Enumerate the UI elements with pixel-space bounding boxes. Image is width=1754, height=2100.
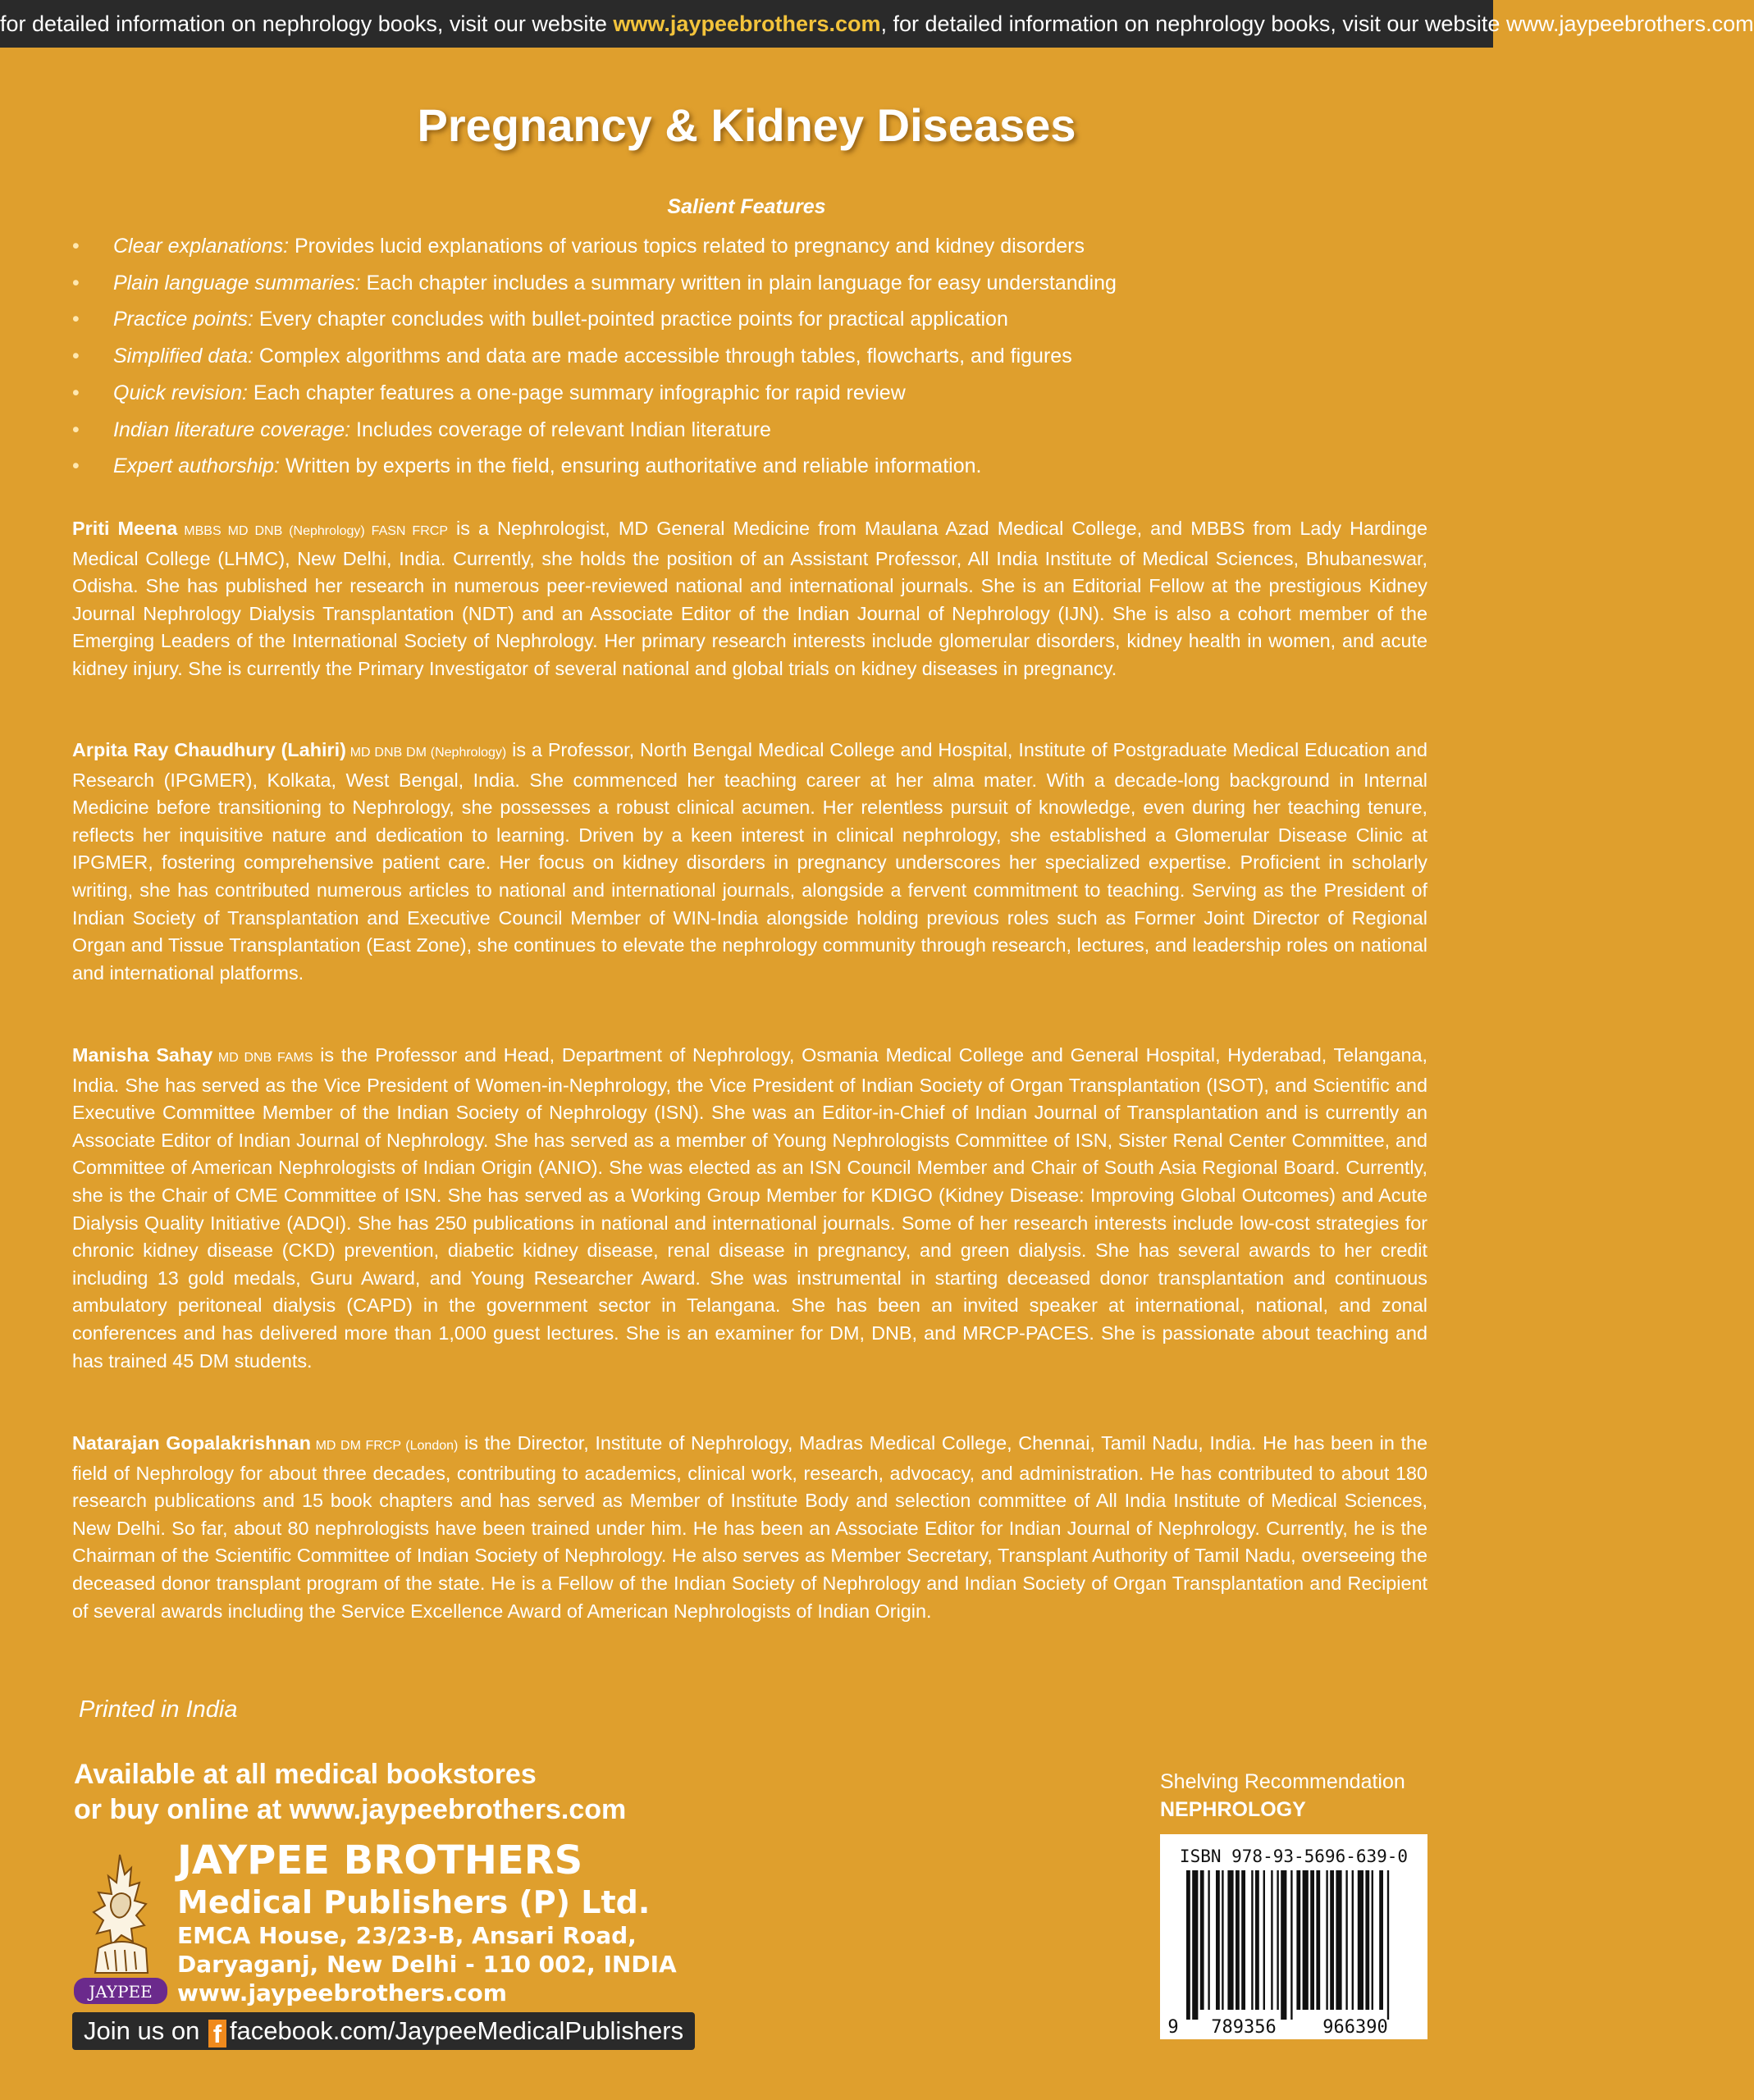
book-title: Pregnancy & Kidney Diseases [417, 99, 1076, 151]
feature-text: Each chapter features a one-page summary infographic for rapid review [247, 381, 906, 404]
barcode-bar [1326, 1870, 1327, 2010]
printed-in-india: Printed in India [79, 1696, 238, 1723]
publisher-block [177, 1838, 677, 2007]
barcode-digits-left: 789356 [1211, 2017, 1277, 2038]
barcode-bar [1200, 1870, 1204, 2010]
feature-item [72, 228, 1426, 265]
barcode-bar [1251, 1870, 1253, 2010]
author-name: Priti Meena [72, 518, 178, 539]
barcode-bar [1241, 1870, 1245, 2010]
barcode-graphic [1160, 1834, 1427, 2039]
barcode-bar [1310, 1870, 1314, 2010]
barcode-bar [1379, 1870, 1383, 2010]
barcode-bar [1227, 1870, 1233, 2010]
logo-label: JAYPEE [89, 1982, 153, 2002]
barcode-digits-right: 966390 [1322, 2017, 1388, 2038]
barcode-bar [1358, 1870, 1363, 2010]
feature-lead: Plain language summaries: [113, 271, 361, 294]
author-bio-text: is the Professor and Head, Department of Nephrology, Osmania Medical College and General Hospital, Hyderabad, Telangana, India. She has served as the Vice President of Women-in-Nephrology, the Vice President of Indian Society of Organ Transplantation (ISOT), and Scientific and Executive Committee Member of the Indian Society of Nephrology (ISN). She was an Editor-in-Chief of Indian Journal of Transplantation and is currently an Associate Editor of Indian Journal of Nephrology. She has served as a member of Young Nephrologists Committee of ISN, Sister Renal Center Committee, and Committee of American Nephrologists of Indian Origin (ANIO). She was elected as an ISN Council Member and Chair of South Asia Regional Board. Currently, she is the Chair of CME Committee of ISN. She has served as a Working Group Member for KDIGO (Kidney Disease: Improving Global Outcomes) and Acute Dialysis Quality Initiative (ADQI). She has 250 publications in national and international journals. Some of her research interests include low-cost strategies for chronic kidney disease (CKD) prevention, diabetic kidney disease, renal disease in pregnancy, and green dialysis. She has several awards to her credit including 13 gold medals, Guru Award, and Young Researcher Award. She was instrumental in starting deceased donor transplantation and continuous ambulatory peritoneal dialysis (CAPD) in the government sector in Telangana. She has been an invited speaker at international, national, and zonal conferences and has delivered more than 1,000 guest lectures. She is an examiner for DM, DNB, and MRCP-PACES. She is passionate about teaching and has trained 45 DM students. [72, 1044, 1427, 1372]
facebook-join-bar[interactable] [72, 2012, 695, 2050]
bullet-icon: • [72, 271, 80, 294]
bullet-icon: • [72, 345, 80, 368]
top-banner [0, 0, 1754, 48]
feature-item [72, 265, 1426, 302]
author-name: Manisha Sahay [72, 1044, 213, 1066]
banner-url-link[interactable]: www.jaypeebrothers.com [613, 11, 881, 36]
barcode-bar [1192, 1870, 1198, 2020]
bullet-icon: • [72, 235, 80, 258]
barcode-bar [1236, 1870, 1240, 2010]
publisher-logo [72, 1850, 171, 2006]
feature-item [72, 338, 1426, 375]
barcode-bar [1296, 1870, 1300, 2010]
author-credentials: MBBS MD DNB (Nephrology) FASN FRCP [177, 524, 448, 538]
barcode-bar [1271, 1870, 1272, 2010]
feature-item [72, 375, 1426, 412]
author-bio-text: is a Professor, North Bengal Medical College and Hospital, Institute of Postgraduate Medical Education and Research (IPGMER), Kolkata, West Bengal, India. She commenced her teaching career at her alma mater. With a decade-long background in Internal Medicine before transitioning to Nephrology, she possesses a robust clinical acumen. Her relentless pursuit of knowledge, even during her teaching tenure, reflects her inquisitive nature and dedication to learning. Driven by a keen interest in clinical nephrology, she established a Glomerular Disease Clinic at IPGMER, fostering comprehensive patient care. Her focus on kidney disorders in pregnancy underscores her specialized expertise. Proficient in scholarly writing, she has contributed numerous articles to national and international journals, alongside a fervent commitment to teaching. Serving as the President of Indian Society of Transplantation and Executive Council Member of WIN-India alongside holding previous roles such as Former Joint Director of Regional Organ and Tissue Transplantation (East Zone), she continues to elevate the nephrology community through research, lectures, and leadership roles on national and international platforms. [72, 739, 1427, 984]
banner-text-post: , for detailed information on nephrology books, visit our website www.jaypeebrothers.com [880, 11, 1754, 36]
barcode-digit-first: 9 [1167, 2017, 1179, 2038]
author-credentials: MD DNB FAMS [212, 1051, 313, 1065]
shelving-subject: NEPHROLOGY [1160, 1798, 1306, 1821]
isbn-barcode [1160, 1834, 1427, 2039]
feature-text: Each chapter includes a summary written in plain language for easy understanding [360, 271, 1117, 294]
banner-text-pre: for detailed information on nephrology books, visit our website [0, 11, 614, 36]
salient-features-heading: Salient Features [667, 195, 826, 218]
bullet-icon: • [72, 308, 80, 331]
author-bio-arpita-ray-chaudhury [72, 737, 1427, 987]
facebook-url-link[interactable]: facebook.com/JaypeeMedicalPublishers [229, 2016, 684, 2045]
publisher-name: JAYPEE BROTHERS [177, 1838, 583, 1883]
author-bio-text: is a Nephrologist, MD General Medicine from Maulana Azad Medical College, and MBBS from Lady Hardinge Medical College (LHMC), New Delhi, India. Currently, she holds the position of an Assistant Professor, All India Institute of Medical Sciences, Bhubaneswar, Odisha. She has published her research in numerous peer-reviewed national and international journals. She is an Editorial Fellow at the prestigious Kidney Journal Nephrology Dialysis Transplantation (NDT) and an Associate Editor of the Indian Journal of Nephrology (IJN). She is also a cohort member of the Emerging Leaders of the International Society of Nephrology. Her primary research interests include glomerular disorders, kidney health in women, and acute kidney injury. She is currently the Primary Investigator of several national and global trials on kidney diseases in pregnancy. [72, 518, 1427, 679]
author-name: Arpita Ray Chaudhury (Lahiri) [72, 739, 346, 760]
feature-lead: Expert authorship: [113, 454, 280, 478]
publisher-subname: Medical Publishers (P) Ltd. [177, 1884, 651, 1920]
feature-lead: Indian literature coverage: [113, 418, 351, 441]
author-bio-text: is the Director, Institute of Nephrology, Madras Medical College, Chennai, Tamil Nadu, India. He has been in the field of Nephrology for about three decades, contributing to academics, clinical work, research, advocacy, and administration. He has contributed to about 180 research publications and 15 book chapters and has served as Member of Institute Body and selection committee of All India Institute of Medical Sciences, New Delhi. So far, about 80 nephrologists have been trained under him. He has been an Associate Editor for Indian Journal of Nephrology. Currently, he is the Chairman of the Scientific Committee of Indian Society of Nephrology. He also serves as Member Secretary, Transplant Authority of Tamil Nadu, overseeing the deceased donor transplant program of the state. He is a Fellow of the Indian Society of Nephrology and Indian Society of Organ Transplantation and Recipient of several awards including the Service Excellence Award of American Nephrologists of Indian Origin. [72, 1432, 1428, 1622]
bullet-icon: • [72, 454, 80, 478]
barcode-bar [1345, 1870, 1347, 2010]
feature-item [72, 448, 1426, 485]
publisher-website-link[interactable]: www.jaypeebrothers.com [177, 1979, 507, 2006]
feature-item [72, 412, 1426, 449]
feature-text: Provides lucid explanations of various topics related to pregnancy and kidney disorders [289, 235, 1085, 258]
author-bio-priti-meena [72, 515, 1427, 683]
barcode-bar [1216, 1870, 1220, 2010]
barcode-bar [1303, 1870, 1309, 2010]
barcode-bar [1255, 1870, 1259, 2010]
feature-item [72, 301, 1426, 338]
bullet-icon: • [72, 381, 80, 404]
barcode-bar [1281, 1870, 1286, 2020]
barcode-bar [1186, 1870, 1190, 2020]
author-credentials: MD DM FRCP (London) [311, 1439, 459, 1453]
barcode-bar [1208, 1870, 1209, 2010]
feature-lead: Clear explanations: [113, 235, 290, 258]
facebook-icon: f [208, 2020, 226, 2048]
barcode-bar [1290, 1870, 1292, 2020]
barcode-bar [1263, 1870, 1265, 2010]
feature-text: Includes coverage of relevant Indian literature [350, 418, 771, 441]
shelving-recommendation [1160, 1768, 1405, 1824]
isbn-text: ISBN 978-93-5696-639-0 [1179, 1847, 1409, 1866]
barcode-bar [1387, 1870, 1389, 2020]
feature-lead: Practice points: [113, 308, 254, 331]
feature-lead: Quick revision: [113, 381, 248, 404]
author-name: Natarajan Gopalakrishnan [72, 1432, 312, 1454]
barcode-bar [1372, 1870, 1373, 2010]
bullet-icon: • [72, 418, 80, 441]
author-bio-manisha-sahay [72, 1042, 1427, 1375]
barcode-bar [1222, 1870, 1223, 2010]
barcode-bar [1352, 1870, 1354, 2010]
availability-line-2: or buy online at www.jaypeebrothers.com [74, 1794, 627, 1825]
barcode-bar [1365, 1870, 1369, 2010]
availability-text [74, 1757, 626, 1828]
barcode-bar [1336, 1870, 1341, 2010]
feature-text: Every chapter concludes with bullet-pointed practice points for practical application [253, 308, 1008, 331]
barcode-bar [1316, 1870, 1320, 2010]
barcode-bar [1277, 1870, 1278, 2010]
publisher-address-1: EMCA House, 23/23-B, Ansari Road, [177, 1922, 637, 1949]
feature-lead: Simplified data: [113, 345, 254, 368]
features-list [72, 228, 1426, 485]
barcode-bar [1330, 1870, 1334, 2010]
availability-line-1: Available at all medical bookstores [74, 1759, 537, 1790]
join-text: Join us on [84, 2016, 207, 2045]
publisher-address-2: Daryaganj, New Delhi - 110 002, INDIA [177, 1951, 677, 1978]
shelving-label: Shelving Recommendation [1160, 1770, 1405, 1793]
author-bio-natarajan-gopalakrishnan [72, 1430, 1427, 1625]
feature-text: Complex algorithms and data are made accessible through tables, flowcharts, and figures [253, 345, 1072, 368]
feature-text: Written by experts in the field, ensuring authoritative and reliable information. [279, 454, 982, 478]
elephant-logo-icon [72, 1850, 171, 2006]
author-credentials: MD DNB DM (Nephrology) [345, 746, 507, 760]
